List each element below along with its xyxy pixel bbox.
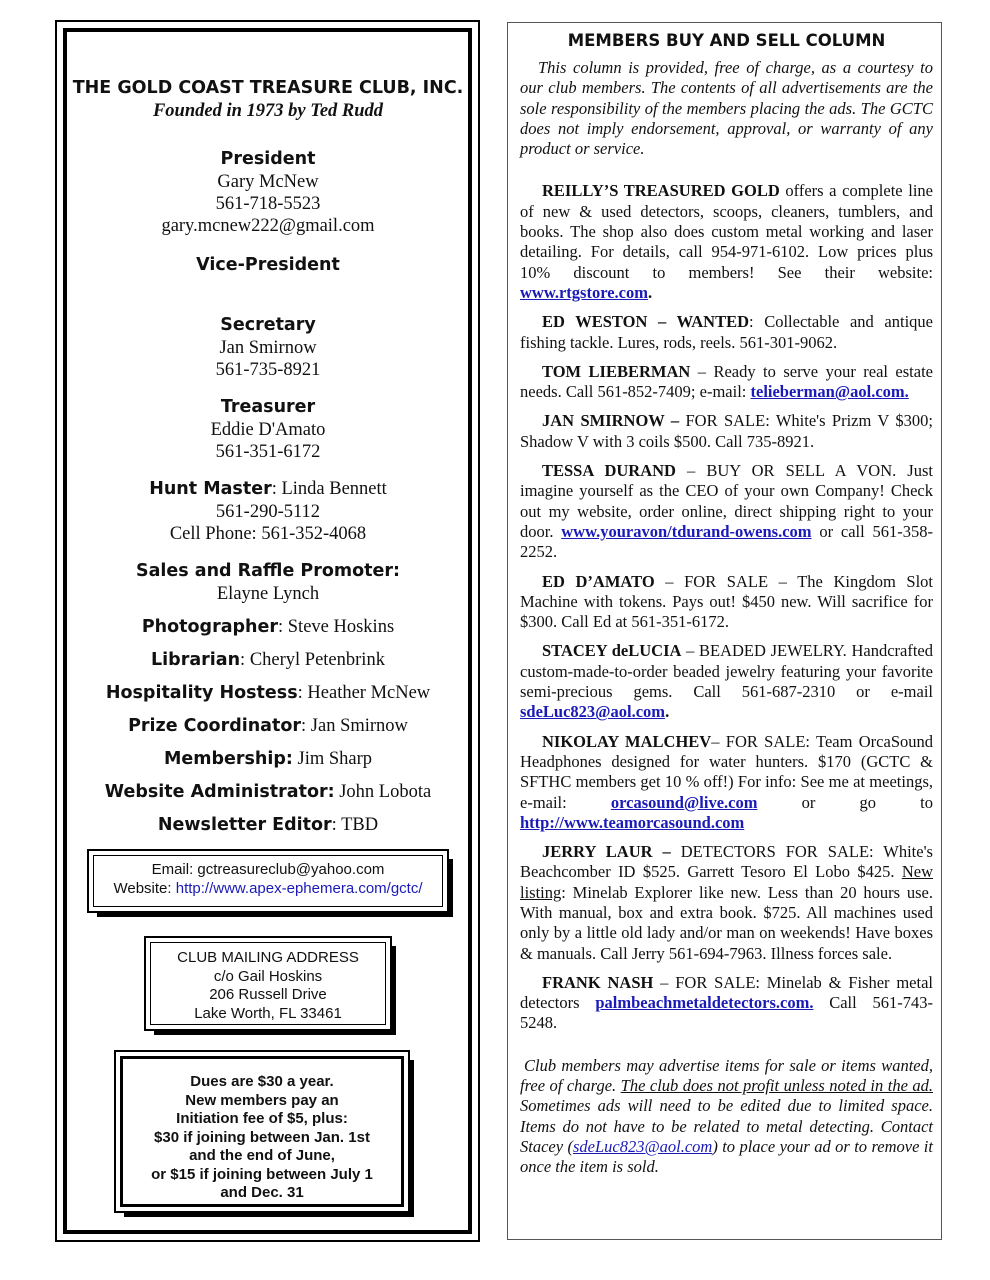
ad-link[interactable]: palmbeachmetaldetectors.com. [595,993,814,1013]
ad-link[interactable]: orcasound@live.com [610,792,758,812]
photographer-row [62,615,474,639]
outro-part: ) to place your ad or to remove it once the item is sold. [520,1136,933,1177]
dues-line: Initiation fee of $5, plus: [176,1110,348,1127]
website-admin-title: Website Administrator [104,782,328,802]
ad-link[interactable]: www.youravon/tdurand-owens.com [561,521,812,541]
buy-sell-title: MEMBERS BUY AND SELL COLUMN [567,31,886,50]
contact-website-row [89,880,447,899]
president-phone: 561-718-5523 [215,194,321,214]
ad-heading: ED WESTON – WANTED [542,312,750,332]
prize-sep: : [301,716,307,736]
ad-damato [520,572,933,633]
secretary-phone: 561-735-8921 [215,360,321,380]
ad-smirnow [520,411,933,452]
sales-row [62,559,474,583]
sales-name: Elayne Lynch [216,584,320,604]
hospitality-name: Heather McNew [302,683,431,703]
treasurer-title: Treasurer [220,397,316,417]
ad-body: – FOR SALE: Team OrcaSound Headphones designed for water hunters. $170 (GCTC & SFTHC members get 10 % off!) For info: See me at meetings, e-mail: [520,731,933,812]
ad-mid: or go to [757,792,933,812]
hunt-master-phone: 561-290-5112 [215,502,321,522]
buy-sell-outro [520,1056,933,1178]
ad-heading: JAN SMIRNOW – [542,411,680,431]
ad-link[interactable]: sdeLuc823@aol.com [520,702,666,722]
president-title: President [220,149,316,169]
dues-line: or $15 if joining between July 1 [151,1165,373,1183]
dues-line: and the end of June, [189,1147,335,1164]
treasurer-name: Eddie D'Amato [210,420,326,440]
ad-heading: FRANK NASH [542,972,654,992]
hunt-master-title: Hunt Master [149,479,272,499]
ad-body: – BUY OR SELL A VON. Just imagine yourself as the CEO of your own Company! Check out my website, order online, direct shipping right to your door. [520,461,933,541]
dues-line: $30 if joining between Jan. 1st [154,1128,370,1146]
ad-lieberman [520,362,933,403]
ad-heading: ED D’AMATO [542,571,655,591]
librarian-title: Librarian [151,650,241,670]
contact-website-link[interactable]: http://www.apex-ephemera.com/gctc/ [175,879,423,897]
ad-heading: JERRY LAUR – [542,842,671,862]
ad-malchev [520,732,933,833]
ad-end: . [648,282,653,302]
website-admin-sep: : [327,782,335,802]
photographer-title: Photographer [141,617,278,637]
librarian-name: Cheryl Petenbrink [245,650,385,670]
hospitality-row [62,681,474,705]
librarian-row [62,648,474,672]
newsletter-sep: : [331,815,337,835]
photographer-sep: : [278,617,284,637]
mailing-co: c/o Gail Hoskins [213,967,323,985]
ad-body: offers a complete line of new & used detectors, scoops, cleaners, tumblers, and books. The shop also does custom metal working and laser detailing. For details, call 954-971-6102. Low prices plus 10% discount to members! See their website: [520,181,933,282]
ad-laur [520,842,933,964]
newsletter-name: TBD [336,815,379,835]
buy-sell-content [520,30,933,1194]
dues-line: New members pay an [185,1091,339,1109]
club-name: THE GOLD COAST TREASURE CLUB, INC. [72,78,464,98]
secretary-title: Secretary [220,315,316,335]
ad-end: : Minelab Explorer like new. Less than 20 hours use. With manual, box and extra book. $725. All machines used only by a little old lady and/or man on weekends! Have boxes & manuals. Call Jerry 561-694-7963. Illness forces sale. [520,882,933,963]
ad-reilly [520,181,933,303]
hunt-master-cell: Cell Phone: 561-352-4068 [169,524,367,544]
hunt-master-row [62,477,474,501]
dues-text [116,1073,408,1203]
sales-sep: : [393,561,401,581]
buy-sell-intro: This column is provided, free of charge, as a courtesy to our club members. The contents of all advertisements are the sole responsibility of the members placing the ads. The GCTC does not imply endorsement, approval, or warranty of any product or service. [520,58,933,159]
ad-weston [520,312,933,353]
mailing-city: Lake Worth, FL 33461 [194,1004,342,1022]
dues-line: and Dec. 31 [220,1184,304,1201]
ad-body: – Ready to serve your real estate needs. Call 561-852-7409; e-mail: [520,361,933,402]
prize-row [62,714,474,738]
contact-email: Email: gctreasureclub@yahoo.com [151,861,385,878]
contact-box-shadow-bottom [97,912,453,917]
ad-end: Call 561-743-5248. [520,993,933,1033]
ad-body: – BEADED JEWELRY. Handcrafted custom-made-to-order beaded jewelry featuring your favorite semi-precious gems. Call 561-687-2310 or e-mail [520,641,933,702]
mailing-box-shadow [391,946,396,1035]
outro-part: Club members may advertise items for sale or items wanted, free of charge. [520,1055,933,1096]
ad-durand [520,461,933,562]
newsletter-row [62,813,474,837]
website-admin-row [62,780,474,804]
dues-box-shadow [409,1060,414,1217]
outro-underlined: The club does not profit unless noted in the ad. [620,1076,933,1096]
ad-heading: STACEY deLUCIA [542,641,682,661]
mailing-street: 206 Russell Drive [209,986,327,1003]
contact-box-text [89,861,447,898]
prize-title: Prize Coordinator [128,716,302,736]
ad-heading: NIKOLAY MALCHEV [542,731,712,751]
membership-title: Membership [163,749,286,769]
prize-name: Jan Smirnow [306,716,408,736]
ad-body: FOR SALE: White's Prizm V $300; Shadow V with 3 coils $500. Call 735-8921. [520,411,933,451]
ad-end: . [665,702,670,722]
mailing-address-text [146,949,390,1023]
ad-link-2[interactable]: http://www.teamorcasound.com [520,812,745,832]
membership-name: Jim Sharp [292,749,373,769]
president-name: Gary McNew [217,172,319,192]
mailing-box-shadow-bottom [154,1030,396,1035]
dues-box-shadow-bottom [124,1212,414,1217]
hunt-master-name: Linda Bennett [276,479,387,499]
ad-heading: REILLY’S TREASURED GOLD [542,181,780,201]
membership-sep: : [285,749,293,769]
website-admin-name: John Lobota [334,782,432,802]
mailing-heading: CLUB MAILING ADDRESS [177,949,359,966]
president-email: gary.mcnew222@gmail.com [161,216,375,236]
outro-email-link[interactable]: sdeLuc823@aol.com [572,1136,713,1156]
ad-body: – FOR SALE: Minelab & Fisher metal detectors [520,972,933,1013]
treasurer-phone: 561-351-6172 [215,442,321,462]
sales-title: Sales and Raffle Promoter [135,561,394,581]
contact-box-shadow [448,859,453,917]
ad-body: : Collectable and antique fishing tackle. Lures, rods, reels. 561-301-9062. [520,312,933,352]
ad-new-listing: New listing [520,862,933,902]
ad-heading: TESSA DURAND [542,461,676,481]
ad-nash [520,973,933,1034]
ad-body: – FOR SALE – The Kingdom Slot Machine with tokens. Pays out! $450 new. Will sacrifice for $300. Call Ed at 561-351-6172. [520,571,933,632]
membership-row [62,747,474,771]
mailing-address-box [144,936,392,1031]
photographer-name: Steve Hoskins [283,617,395,637]
dues-box [114,1050,410,1213]
contact-website-label: Website: [113,879,176,897]
ad-link[interactable]: www.rtgstore.com [520,282,648,302]
ad-body: DETECTORS FOR SALE: White's Beachcomber ID $525. Garrett Tesoro El Lobo $425. [520,842,933,882]
ad-link[interactable]: telieberman@aol.com. [750,382,909,402]
club-info-content [62,76,474,837]
hunt-master-sep: : [271,479,277,499]
newsletter-title: Newsletter Editor [157,815,332,835]
outro-part: Sometimes ads will need to be edited due to limited space. Items do not have to be related to metal detecting. Contact Stacey ( [520,1096,933,1156]
founded-line: Founded in 1973 by Ted Rudd [152,101,384,121]
ad-delucia [520,641,933,722]
contact-box [87,849,449,913]
ad-end: or call 561-358-2252. [520,521,933,562]
dues-line: Dues are $30 a year. [190,1073,334,1090]
ad-heading: TOM LIEBERMAN [542,361,691,381]
hospitality-sep: : [297,683,303,703]
secretary-name: Jan Smirnow [219,338,317,358]
vice-president-title: Vice-President [196,255,340,275]
librarian-sep: : [240,650,246,670]
hospitality-title: Hospitality Hostess [105,683,298,703]
